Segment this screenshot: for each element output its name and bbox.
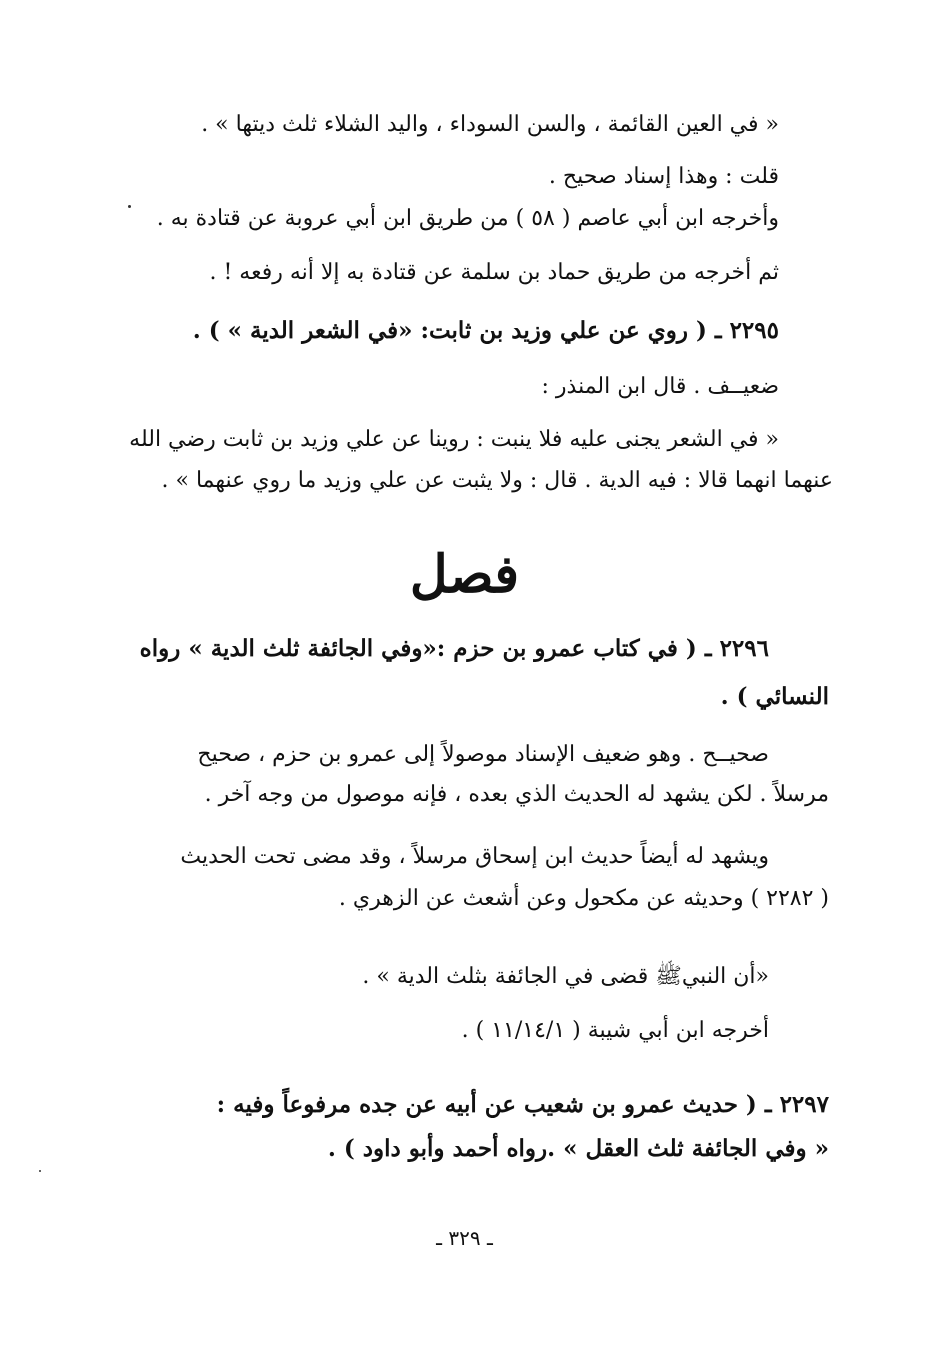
text-line: مرسلاً . لكن يشهد له الحديث الذي بعده ، فإنه موصول من وجه آخر . xyxy=(204,782,829,807)
hadith-heading-2297: ٢٢٩٧ ـ ( حديث عمرو بن شعيب عن أبيه عن جده مرفوعاً وفيه : xyxy=(216,1091,829,1118)
hadith-heading-2296-continued: النسائي ) . xyxy=(720,683,829,710)
text-line: صحيــح . وهو ضعيف الإسناد موصولاً إلى عمرو بن حزم ، صحيح xyxy=(197,742,769,767)
page-number: ـ ٣٢٩ ـ xyxy=(436,1226,493,1250)
text-line: وأخرجه ابن أبي عاصم ( ٥٨ ) من طريق ابن أبي عروبة عن قتادة به . xyxy=(156,206,779,231)
text-line: «أن النبيﷺ قضى في الجائفة بثلث الدية » . xyxy=(362,964,769,989)
text-line: ضعيــف . قال ابن المنذر : xyxy=(541,374,779,399)
section-heading: فصل xyxy=(409,544,520,605)
text-line: ثم أخرجه من طريق حماد بن سلمة عن قتادة به إلا أنه رفعه ! . xyxy=(209,260,779,285)
text-line: « في الشعر يجنى عليه فلا ينبت : روينا عن علي وزيد بن ثابت رضي الله xyxy=(129,427,779,452)
text-line: ويشهد له أيضاً حديث ابن إسحاق مرسلاً ، وقد مضى تحت الحديث xyxy=(180,844,769,869)
scan-speck xyxy=(39,1170,41,1172)
text-line: « في العين القائمة ، والسن السوداء ، واليد الشلاء ثلث ديتها » . xyxy=(201,112,779,137)
text-line: قلت : وهذا إسناد صحيح . xyxy=(548,164,779,189)
hadith-heading-2296: ٢٢٩٦ ـ ( في كتاب عمرو بن حزم :«وفي الجائفة ثلث الدية » رواه xyxy=(139,635,769,662)
hadith-heading-2295: ٢٢٩٥ ـ ( روي عن علي وزيد بن ثابت: «في الشعر الدية » ) . xyxy=(192,317,779,344)
text-line: أخرجه ابن أبي شيبة ( ١١/١٤/١ ) . xyxy=(461,1018,769,1043)
text-line: ( ٢٢٨٢ ) وحديثه عن مكحول وعن أشعث عن الزهري . xyxy=(338,886,829,911)
scan-speck xyxy=(128,205,131,208)
text-line: عنهما انهما قالا : فيه الدية . قال : ولا يثبت عن علي وزيد ما روي عنهما » . xyxy=(161,468,833,493)
hadith-heading-2297-continued: « وفي الجائفة ثلث العقل » .رواه أحمد وأبو داود ) . xyxy=(327,1135,829,1162)
